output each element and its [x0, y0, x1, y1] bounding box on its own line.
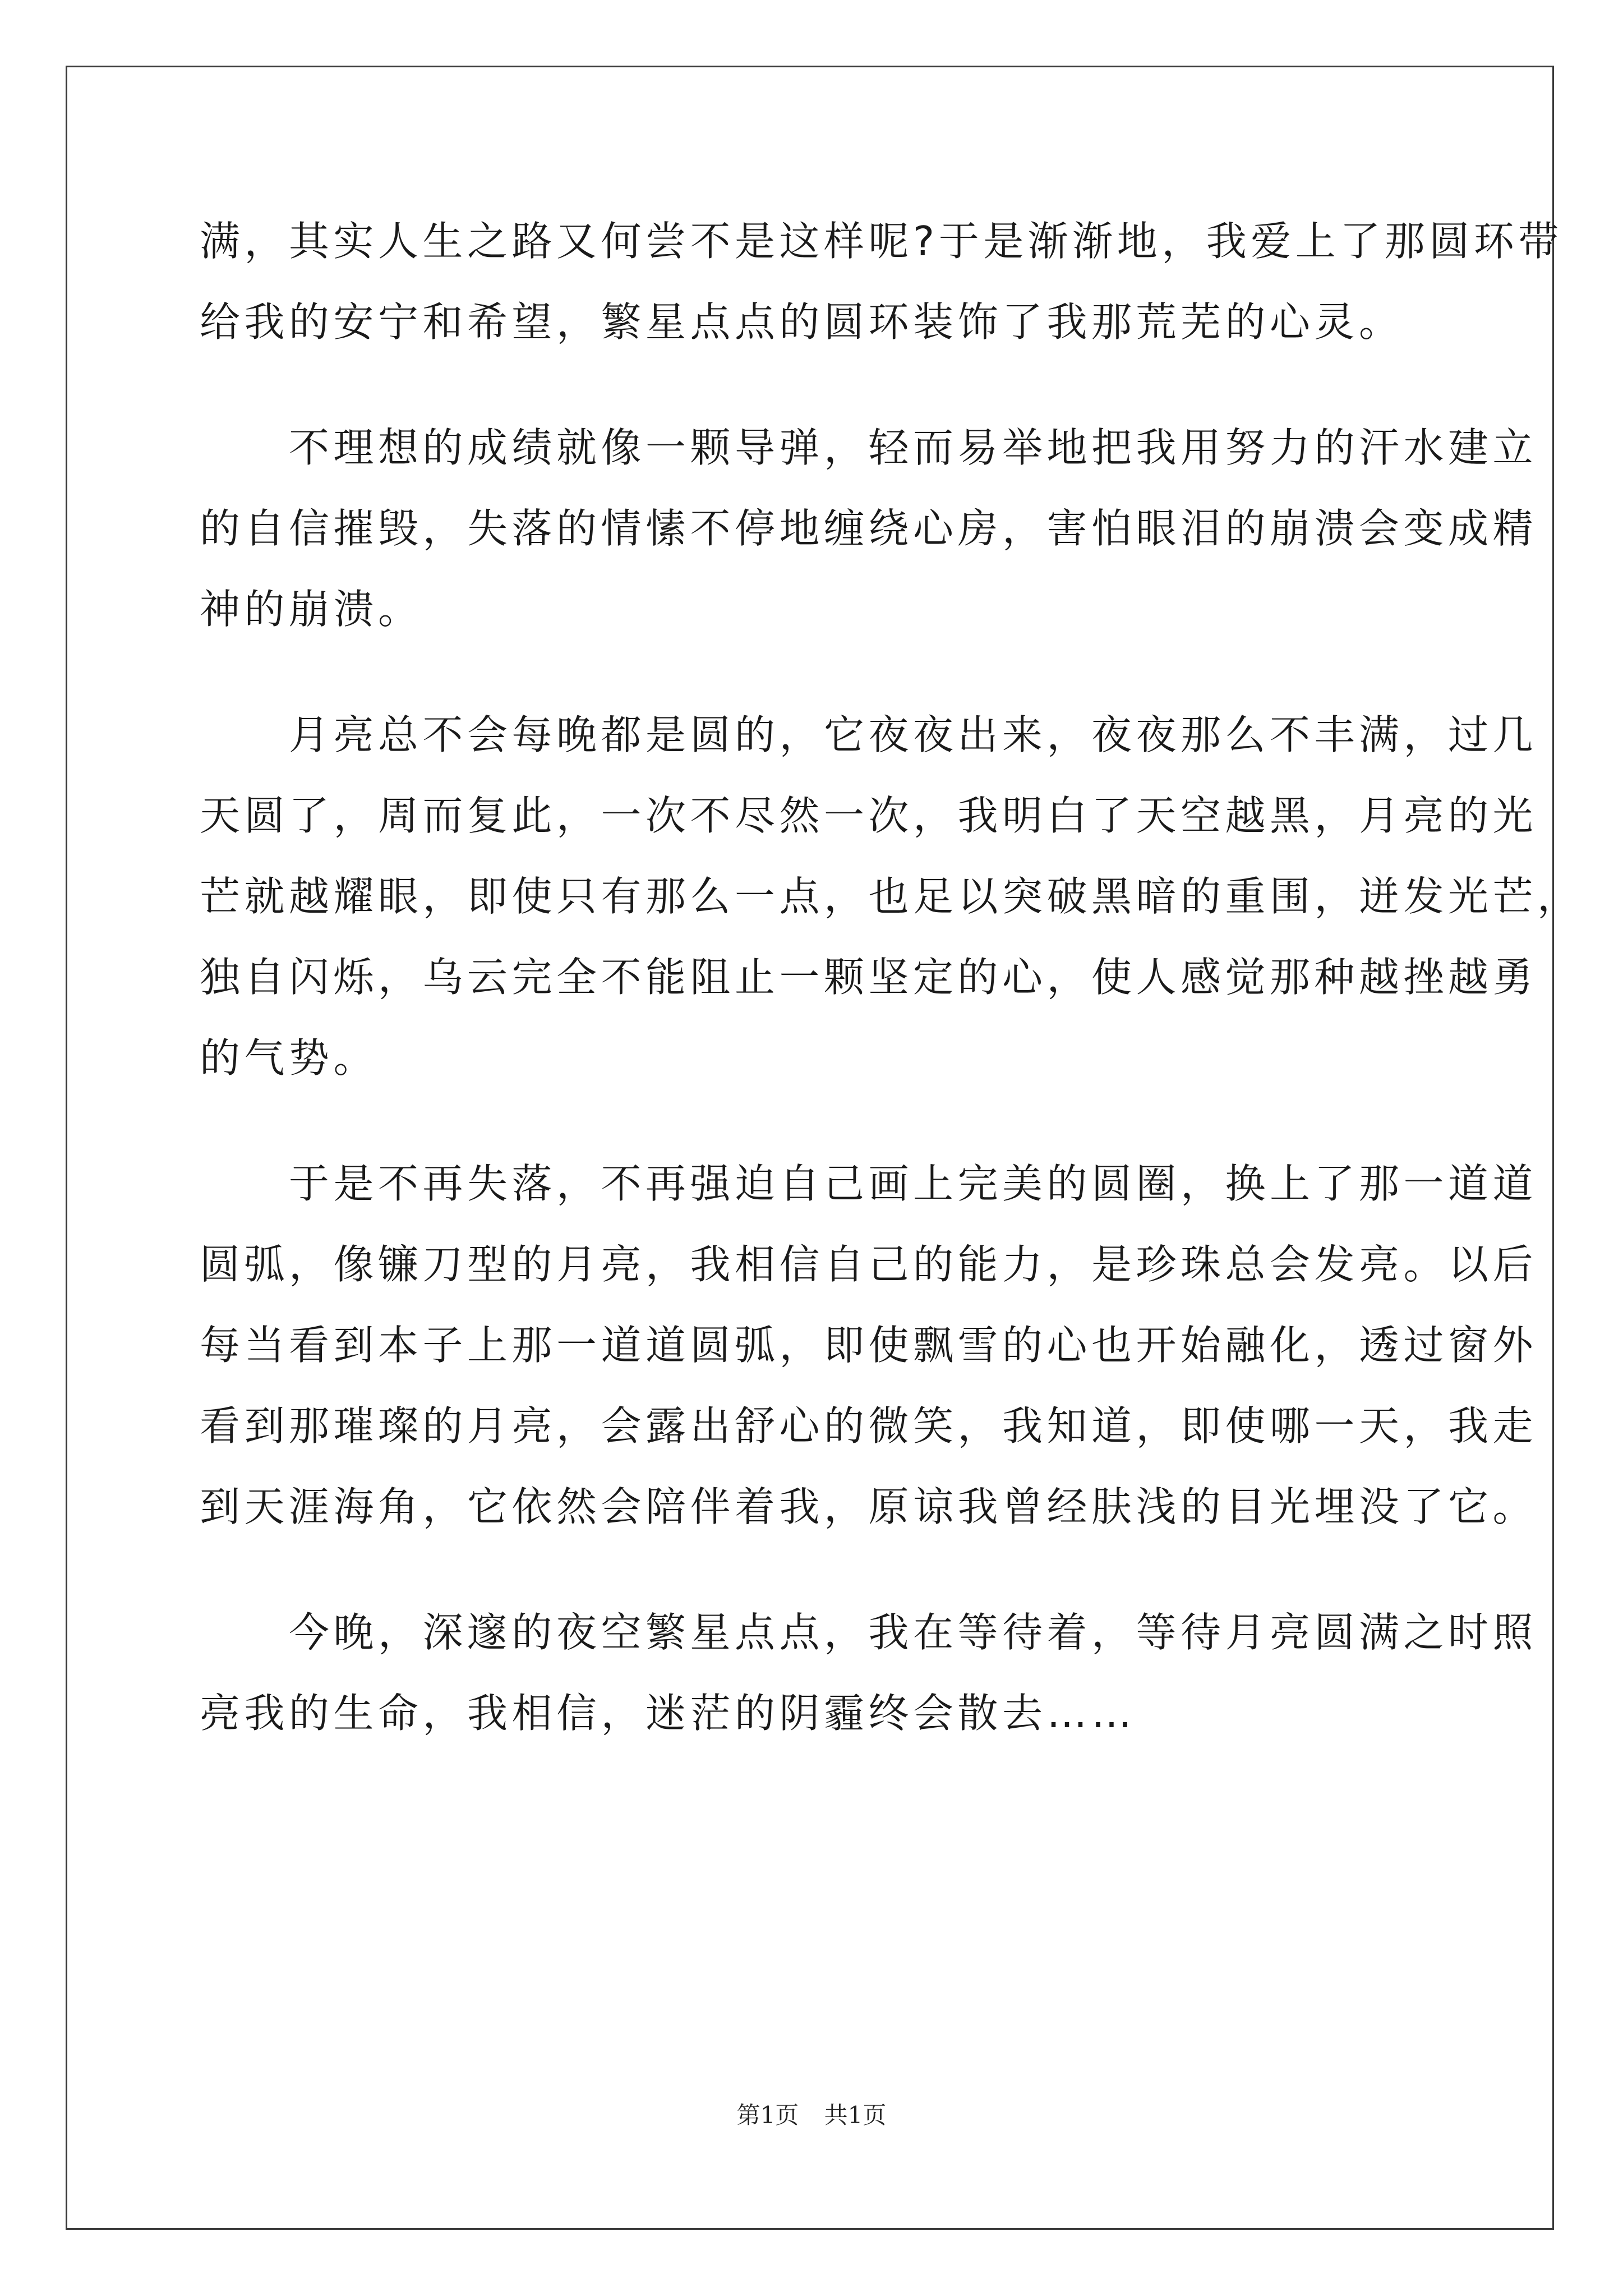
- text-line: 到天涯海角，它依然会陪伴着我，原谅我曾经肤浅的目光埋没了它。: [200, 1483, 1538, 1530]
- text-line: 于是不再失落，不再强迫自己画上完美的圆圈，换上了那一道道: [200, 1160, 1538, 1207]
- text-line: 今晚，深邃的夜空繁星点点，我在等待着，等待月亮圆满之时照: [200, 1609, 1538, 1656]
- text-line: 每当看到本子上那一道道圆弧，即使飘雪的心也开始融化，透过窗外: [200, 1322, 1538, 1369]
- text-line: 月亮总不会每晚都是圆的，它夜夜出来，夜夜那么不丰满，过几: [200, 711, 1538, 758]
- page-total: 共1页: [824, 2101, 887, 2129]
- page-footer: [0, 2097, 1623, 2131]
- text-line: 不理想的成绩就像一颗导弹，轻而易举地把我用努力的汗水建立: [200, 424, 1538, 471]
- text-line: 神的崩溃。: [200, 586, 423, 633]
- text-line: 的自信摧毁，失落的情愫不停地缠绕心房，害怕眼泪的崩溃会变成精: [200, 505, 1538, 552]
- text-line: 亮我的生命，我相信，迷茫的阴霾终会散去……: [200, 1690, 1136, 1737]
- text-line: 圆弧，像镰刀型的月亮，我相信自己的能力，是珍珠总会发亮。以后: [200, 1241, 1538, 1288]
- text-line: 芒就越耀眼，即使只有那么一点，也足以突破黑暗的重围，迸发光芒，: [200, 873, 1582, 920]
- text-line: 天圆了，周而复此，一次不尽然一次，我明白了天空越黑，月亮的光: [200, 792, 1538, 839]
- text-line: 看到那璀璨的月亮，会露出舒心的微笑，我知道，即使哪一天，我走: [200, 1402, 1538, 1450]
- page-number: 第1页: [736, 2101, 799, 2129]
- text-line: 的气势。: [200, 1034, 379, 1082]
- page-border: [66, 66, 1554, 2230]
- text-line: 满，其实人生之路又何尝不是这样呢?于是渐渐地，我爱上了那圆环带: [200, 218, 1563, 265]
- text-line: 独自闪烁，乌云完全不能阻止一颗坚定的心，使人感觉那种越挫越勇: [200, 954, 1538, 1001]
- text-line: 给我的安宁和希望，繁星点点的圆环装饰了我那荒芜的心灵。: [200, 298, 1404, 346]
